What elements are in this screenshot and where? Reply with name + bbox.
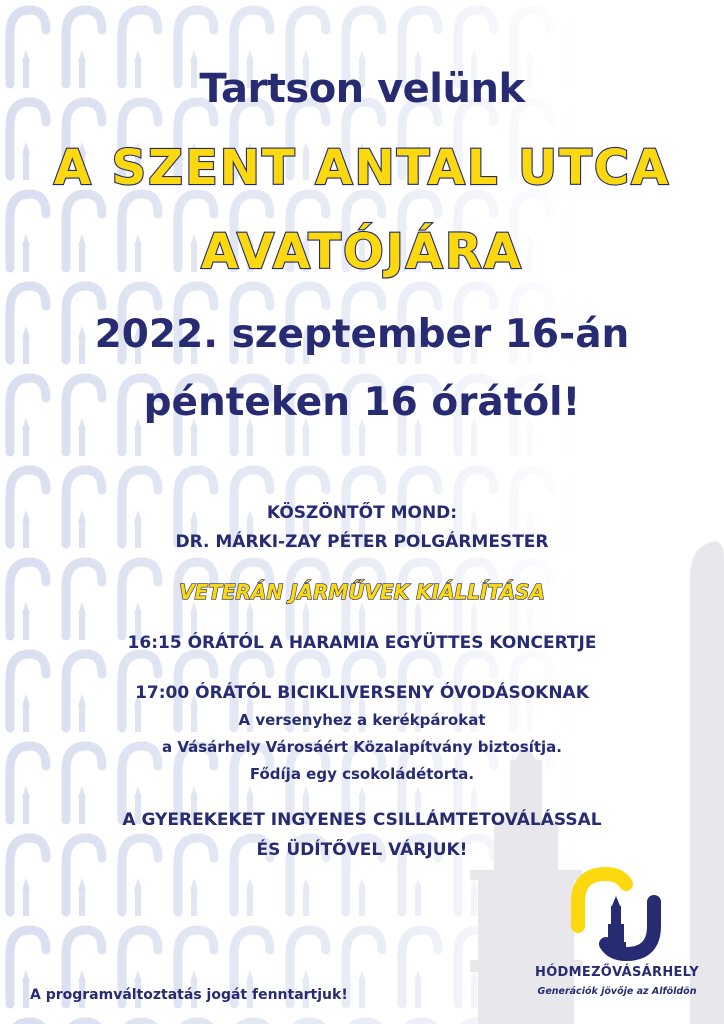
greeting-label: KÖSZÖNTŐT MOND:: [266, 503, 458, 523]
veteran-vehicles-highlight: VETERÁN JÁRMŰVEK KIÁLLÍTÁSA: [179, 580, 545, 604]
hodmezovasarhely-logo-icon: [568, 866, 664, 962]
logo-tagline: Generációk jövője az Alföldön: [537, 986, 697, 997]
event-day-time: pénteken 16 órától!: [143, 380, 581, 425]
kids-offer-line-2: ÉS ÜDÍTŐVEL VÁRJUK!: [256, 840, 468, 860]
logo-city-name: HÓDMEZŐVÁSÁRHELY: [535, 965, 699, 980]
kids-offer-line-1: A GYEREKEKET INGYENES CSILLÁMTETOVÁLÁSSAL: [122, 810, 602, 830]
disclaimer-note: A programváltoztatás jogát fenntartjuk!: [30, 987, 348, 1003]
bike-race-detail-2: a Vásárhely Városáért Közalapítvány biztosítja.: [161, 738, 563, 756]
event-title-line-1: A SZENT ANTAL UTCA: [53, 140, 671, 196]
bike-race-detail-3: Fődíja egy csokoládétorta.: [249, 765, 475, 783]
event-date: 2022. szeptember 16-án: [94, 312, 630, 357]
bike-race-detail-1: A versenyhez a kerékpárokat: [238, 711, 486, 729]
concert-info: 16:15 ÓRÁTÓL A HARAMIA EGYÜTTES KONCERTJE: [127, 633, 597, 653]
intro-heading: Tartson velünk: [199, 66, 525, 112]
greeting-speaker: DR. MÁRKI-ZAY PÉTER POLGÁRMESTER: [175, 532, 549, 552]
event-title-line-2: AVATÓJÁRA: [201, 224, 523, 280]
bike-race-title: 17:00 ÓRÁTÓL BICIKLIVERSENY ÓVODÁSOKNAK: [135, 683, 589, 703]
